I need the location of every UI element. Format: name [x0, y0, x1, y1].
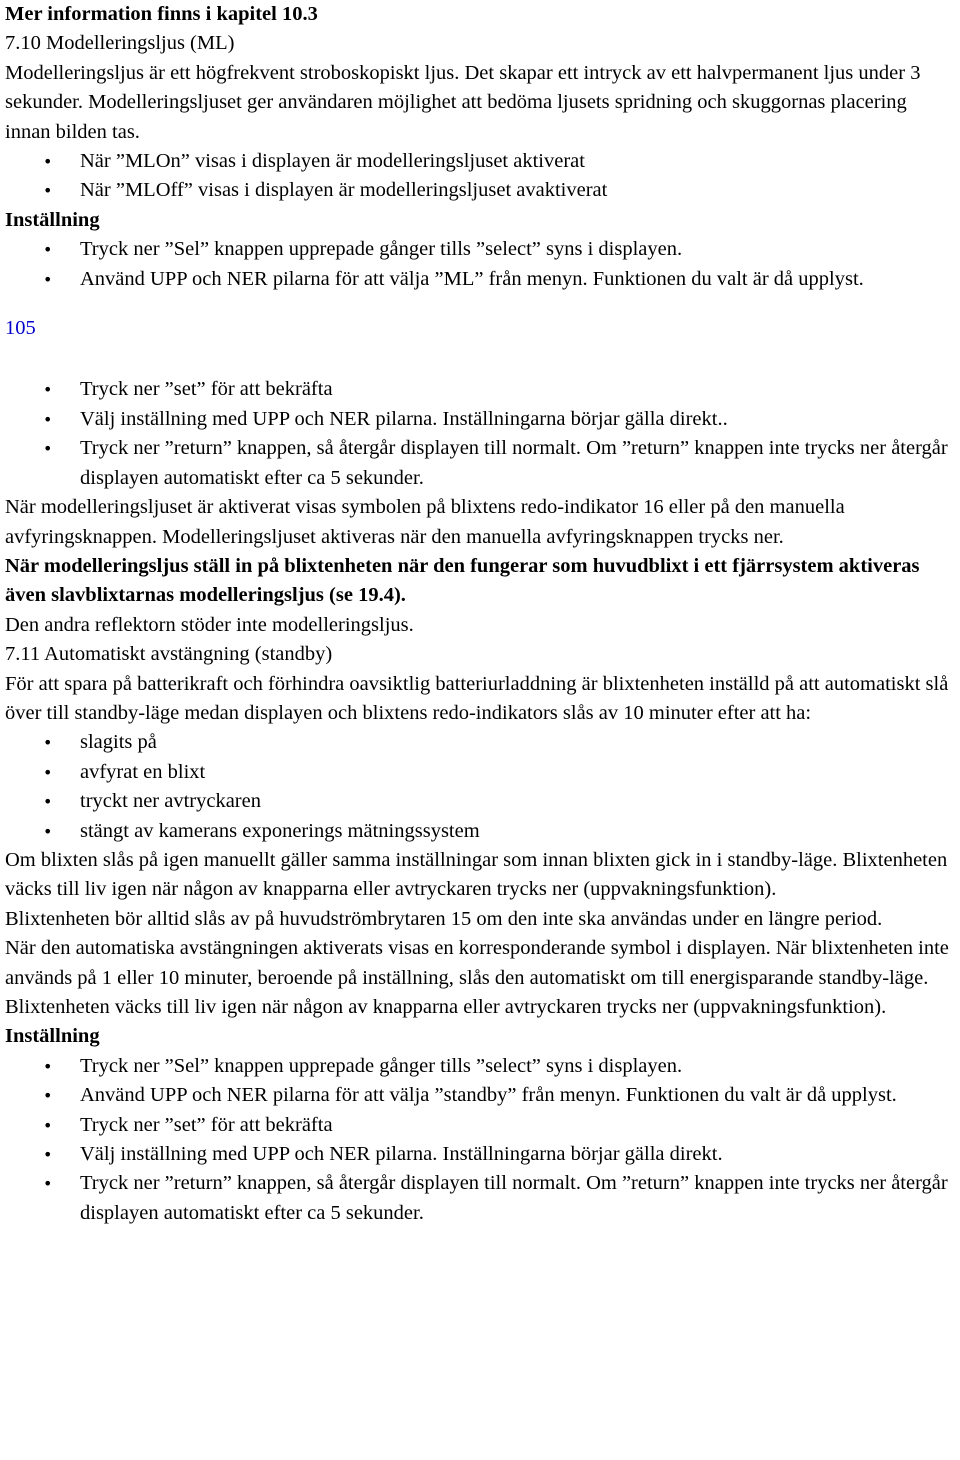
settings-label: Inställning	[5, 1025, 100, 1048]
list-item: • Tryck ner ”Sel” knappen upprepade gånger tills ”select” syns i displayen.	[5, 235, 954, 264]
list-item: • tryckt ner avtryckaren	[5, 787, 954, 816]
list-item: • När ”MLOff” visas i displayen är modelleringsljuset avaktiverat	[5, 176, 954, 205]
list-item: • slagits på	[5, 728, 954, 757]
settings-label: Inställning	[5, 208, 100, 231]
section-heading-7-11: 7.11 Automatiskt avstängning (standby)	[5, 643, 333, 666]
list-item: • Välj inställning med UPP och NER pilarna. Inställningarna börjar gälla direkt.	[5, 1140, 954, 1169]
list-item: • Tryck ner ”return” knappen, så återgår displayen till normalt. Om ”return” knappen inte trycks ner återgår displayen automatiskt efter ca 5 sekunder.	[5, 1169, 954, 1228]
paragraph-symbol: När modelleringsljuset är aktiverat visas symbolen på blixtens redo-indikator 16 eller på den manuella avfyringsknappen. Modelleringsljuset aktiveras när den manuella avfyringsknappen trycks ner.	[5, 496, 845, 548]
settings-list-a	[5, 235, 954, 294]
list-item: • Tryck ner ”return” knappen, så återgår displayen till normalt. Om ”return” knappen inte trycks ner återgår displayen automatiskt efter ca 5 sekunder.	[5, 434, 954, 493]
paragraph-standby-intro: För att spara på batterikraft och förhindra oavsiktlig batteriurladdning är blixtenheten inställd på att automatiskt slå över till standby-läge medan displayen och blixtens redo-indikators slås av 10 minuter efter att ha:	[5, 672, 949, 724]
conditions-list	[5, 728, 954, 846]
reference-note: Mer information finns i kapitel 10.3	[5, 3, 318, 25]
list-item: • stängt av kamerans exponerings mätningssystem	[5, 817, 954, 846]
paragraph-restart: Om blixten slås på igen manuellt gäller samma inställningar som innan blixten gick in i standby-läge. Blixtenheten väcks till liv igen när någon av knapparna eller avtryckaren trycks ner (uppvakningsfunktion).	[5, 848, 948, 901]
list-item: • Använd UPP och NER pilarna för att välja ”standby” från menyn. Funktionen du valt är då upplyst.	[5, 1081, 954, 1110]
paragraph-intro: Modelleringsljus är ett högfrekvent stroboskopiskt ljus. Det skapar ett intryck av ett halvpermanent ljus under 3 sekunder. Modelleringsljuset ger användaren möjlighet att bedöma ljusets spridning och skuggornas placering innan bilden tas.	[5, 61, 921, 143]
list-item: • När ”MLOn” visas i displayen är modelleringsljuset aktiverat	[5, 147, 954, 176]
status-list	[5, 147, 954, 206]
section-heading-7-10: 7.10 Modelleringsljus (ML)	[5, 32, 235, 55]
list-item: • Använd UPP och NER pilarna för att välja ”ML” från menyn. Funktionen du valt är då upplyst.	[5, 265, 954, 294]
paragraph-standby-symbol: När den automatiska avstängningen aktiverats visas en korresponderande symbol i displayen. När blixtenheten inte används på 1 eller 10 minuter, beroende på inställning, slås den automatiskt om till energisparande standby-läge. Blixtenheten väcks till liv igen när någon av knapparna eller avtryckaren trycks ner (uppvakningsfunktion).	[5, 937, 949, 1018]
standby-settings-list	[5, 1052, 954, 1228]
list-item: • Tryck ner ”set” för att bekräfta	[5, 1111, 954, 1140]
settings-list-b	[5, 375, 954, 493]
paragraph-reflector: Den andra reflektorn stöder inte modelleringsljus.	[5, 613, 414, 636]
paragraph-remote-note: När modelleringsljus ställ in på blixtenheten när den fungerar som huvudblixt i ett fjärrsystem aktiveras även slavblixtarnas modelleringsljus (se 19.4).	[5, 554, 920, 607]
list-item: • Tryck ner ”Sel” knappen upprepade gånger tills ”select” syns i displayen.	[5, 1052, 954, 1081]
list-item: • avfyrat en blixt	[5, 758, 954, 787]
page-number[interactable]: 105	[5, 317, 36, 340]
list-item: • Välj inställning med UPP och NER pilarna. Inställningarna börjar gälla direkt..	[5, 405, 954, 434]
list-item: • Tryck ner ”set” för att bekräfta	[5, 375, 954, 404]
paragraph-main-switch: Blixtenheten bör alltid slås av på huvudströmbrytaren 15 om den inte ska användas under en längre period.	[5, 907, 883, 930]
